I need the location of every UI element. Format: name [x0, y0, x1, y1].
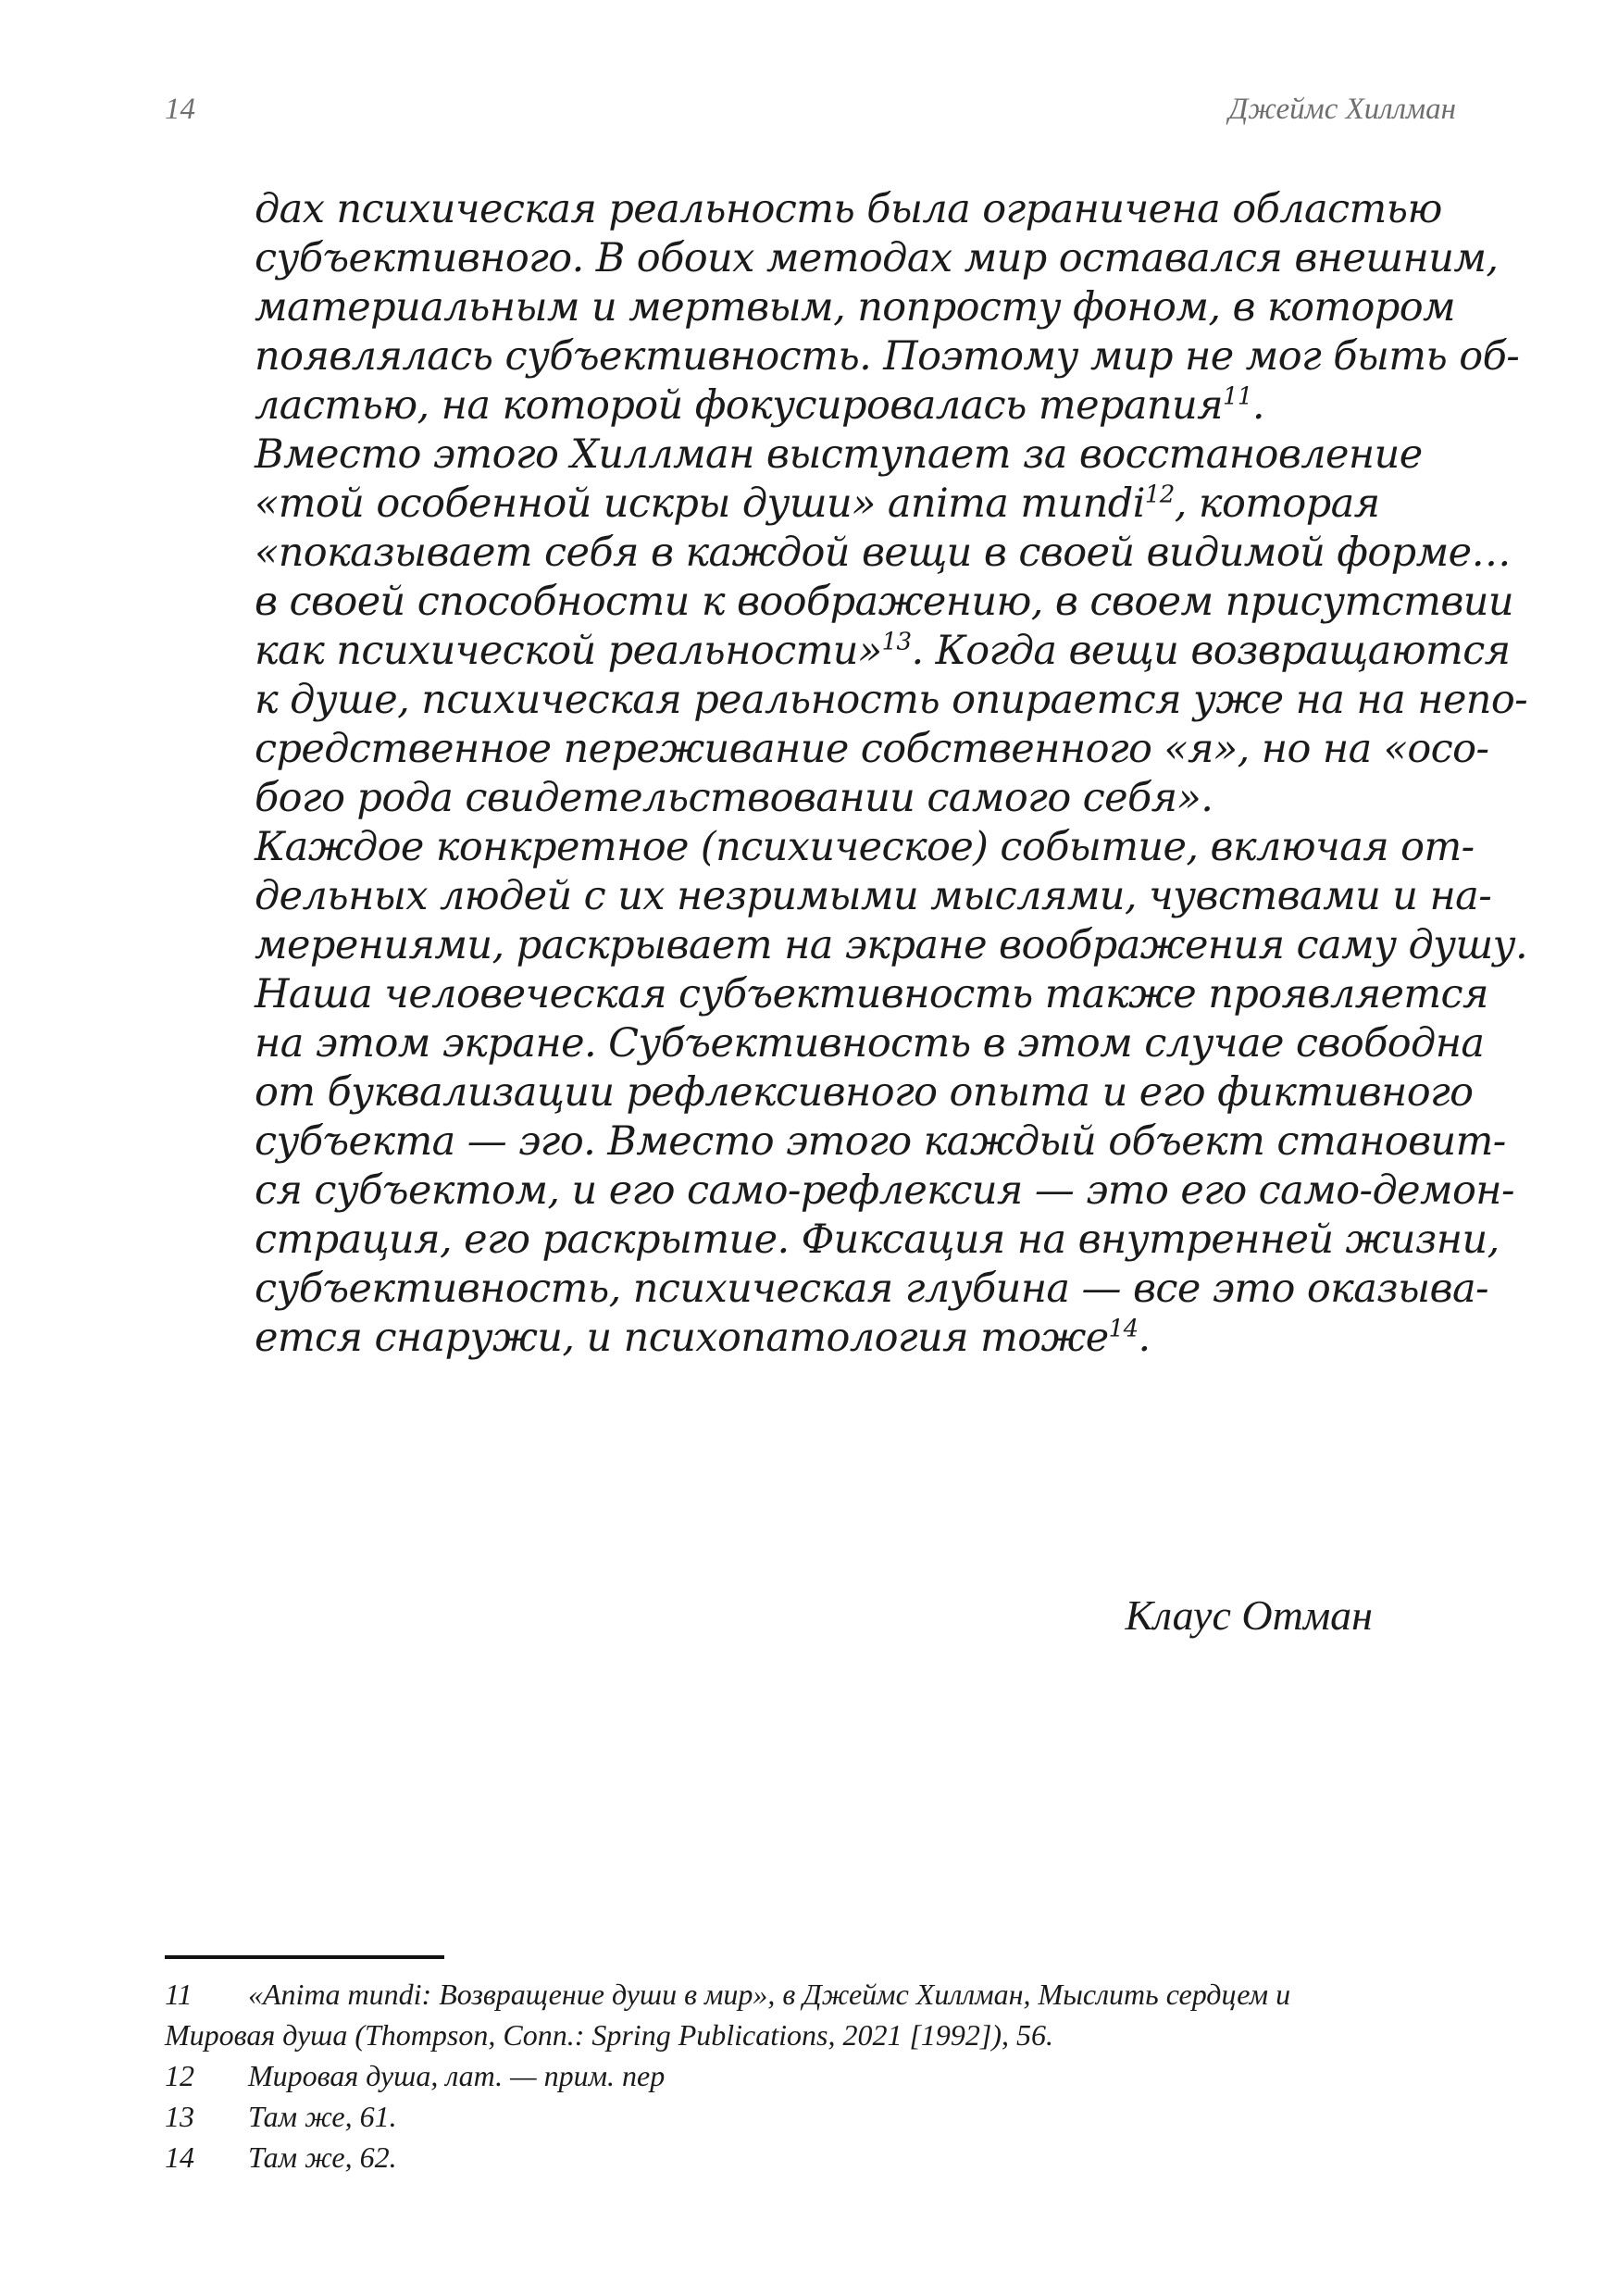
- footnote-12: [165, 2055, 1461, 2096]
- text-line: Вместо этого Хиллман выступает за восстановление: [255, 431, 1423, 478]
- text-line: от буквализации рефлексивного опыта и его фиктивного: [255, 1069, 1474, 1116]
- text-line: «показывает себя в каждой вещи в своей видимой форме…: [255, 530, 1511, 576]
- footnote-number: 12: [165, 2059, 194, 2092]
- footnote-text: Там же, 61.: [248, 2100, 397, 2133]
- footnote-13: [165, 2096, 1461, 2137]
- text-line: дельных людей с их незримыми мыслями, чувствами и на-: [255, 873, 1492, 919]
- text-line: «той особенной искры души» anima mundi$^{12}$, которая: [255, 480, 1380, 527]
- footnote-number: 13: [165, 2100, 194, 2133]
- text-line: субъективного. В обоих методах мир оставался внешним,: [255, 235, 1499, 281]
- text-line: Наша человеческая субъективность также проявляется: [255, 971, 1488, 1017]
- footnote-ref-13: 13: [881, 628, 912, 656]
- footnote-11-continued: Мировая душа (Thompson, Conn.: Spring Publications, 2021 [1992]), 56.: [165, 2018, 1054, 2052]
- text-line: ется снаружи, и психопатология тоже$^{14}$.: [255, 1315, 1151, 1361]
- footnote-number: 11: [165, 1978, 193, 2011]
- footnote-14: [165, 2137, 1461, 2177]
- text-line: появлялась субъективность. Поэтому мир не мог быть об-: [255, 333, 1520, 380]
- text-line: материальным и мертвым, попросту фоном, в котором: [255, 284, 1456, 331]
- text-line: средственное переживание собственного «я», но на «осо-: [255, 726, 1489, 772]
- footnote-number: 14: [165, 2140, 194, 2174]
- text-line: на этом экране. Субъективность в этом случае свободна: [255, 1020, 1485, 1067]
- main-text: [255, 185, 1528, 1363]
- footnote-text: Мировая душа, лат. — прим. пер: [248, 2059, 666, 2092]
- text-line: ластью, на которой фокусировалась терапия$^{11}$.: [255, 382, 1264, 429]
- text-line: как психической реальности»$^{13}$. Когда вещи возвращаются: [255, 628, 1511, 674]
- footnote-separator: [165, 1955, 444, 1959]
- footnotes: [165, 1974, 1461, 2177]
- text-line: бого рода свидетельствовании самого себя».: [255, 775, 1214, 821]
- text-line: мерениями, раскрывает на экране воображения саму душу.: [255, 922, 1528, 968]
- footnote-11: [165, 1974, 1461, 2015]
- page-number: 14: [165, 93, 195, 126]
- footnote-ref-12: 12: [1144, 480, 1175, 509]
- text-line: ся субъектом, и его само-рефлексия — это его само-демон-: [255, 1167, 1514, 1214]
- text-line: дах психическая реальность была ограничена областью: [255, 186, 1442, 232]
- footnote-ref-11: 11: [1222, 382, 1252, 411]
- footnote-text: «Anima mundi: Возвращение души в мир», в Джеймс Хиллман, Мыслить сердцем и: [248, 1978, 1291, 2011]
- footnote-text: Там же, 62.: [248, 2140, 397, 2174]
- text-line: страция, его раскрытие. Фиксация на внутренней жизни,: [255, 1217, 1500, 1263]
- text-line: в своей способности к воображению, в своем присутствии: [255, 579, 1513, 625]
- running-head: [0, 93, 1618, 148]
- text-line: субъекта — эго. Вместо этого каждый объект становит-: [255, 1118, 1506, 1165]
- text-line: к душе, психическая реальность опирается уже на на непо-: [255, 677, 1528, 723]
- footnote-ref-14: 14: [1108, 1315, 1139, 1343]
- text-line: субъективность, психическая глубина — все это оказыва-: [255, 1266, 1488, 1312]
- text-line: Каждое конкретное (психическое) событие, включая от-: [255, 824, 1475, 870]
- signature: Клаус Отман: [1125, 1591, 1373, 1639]
- header-author: Джеймс Хиллман: [1228, 93, 1456, 126]
